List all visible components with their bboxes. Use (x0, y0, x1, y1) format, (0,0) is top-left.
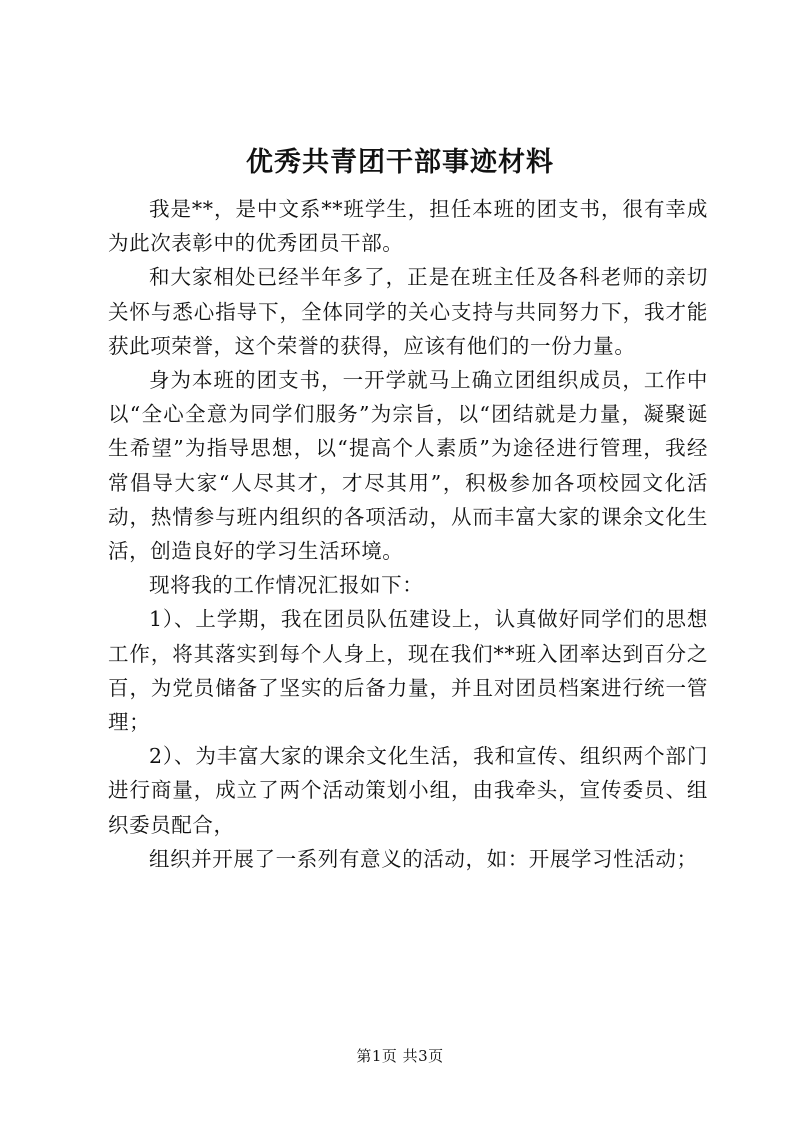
paragraph: 2）、为丰富大家的课余文化生活，我和宣传、组织两个部门进行商量，成立了两个活动策划小组，由我牵头，宣传委员、组织委员配合， (108, 744, 708, 837)
paragraph: 组织并开展了一系列有意义的活动，如：开展学习性活动； (149, 846, 698, 871)
paragraph: 我是**，是中文系**班学生，担任本班的团支书，很有幸成为此次表彰中的优秀团员干部。 (108, 197, 708, 256)
paragraph: 现将我的工作情况汇报如下： (149, 573, 424, 598)
paragraph: 和大家相处已经半年多了，正是在班主任及各科老师的亲切关怀与悉心指导下，全体同学的关心支持与共同努力下，我才能获此项荣誉，这个荣誉的获得，应该有他们的一份力量。 (108, 265, 708, 358)
document-title: 优秀共青团干部事迹材料 (246, 147, 554, 178)
document-body (108, 192, 708, 876)
paragraph: 身为本班的团支书，一开学就马上确立团组织成员，工作中以“全心全意为同学们服务”为宗旨，以“团结就是力量，凝聚诞生希望”为指导思想，以“提高个人素质”为途径进行管理，我经常倡导大家“人尽其才，才尽其用”，积极参加各项校园文化活动，热情参与班内组织的各项活动，从而丰富大家的课余文化生活，创造良好的学习生活环境。 (108, 368, 708, 564)
paragraph: 1）、上学期，我在团员队伍建设上，认真做好同学们的思想工作，将其落实到每个人身上，现在我们**班入团率达到百分之百，为党员储备了坚实的后备力量，并且对团员档案进行统一管理； (108, 607, 708, 735)
page-number-footer: 第1页 共3页 (356, 1047, 444, 1065)
